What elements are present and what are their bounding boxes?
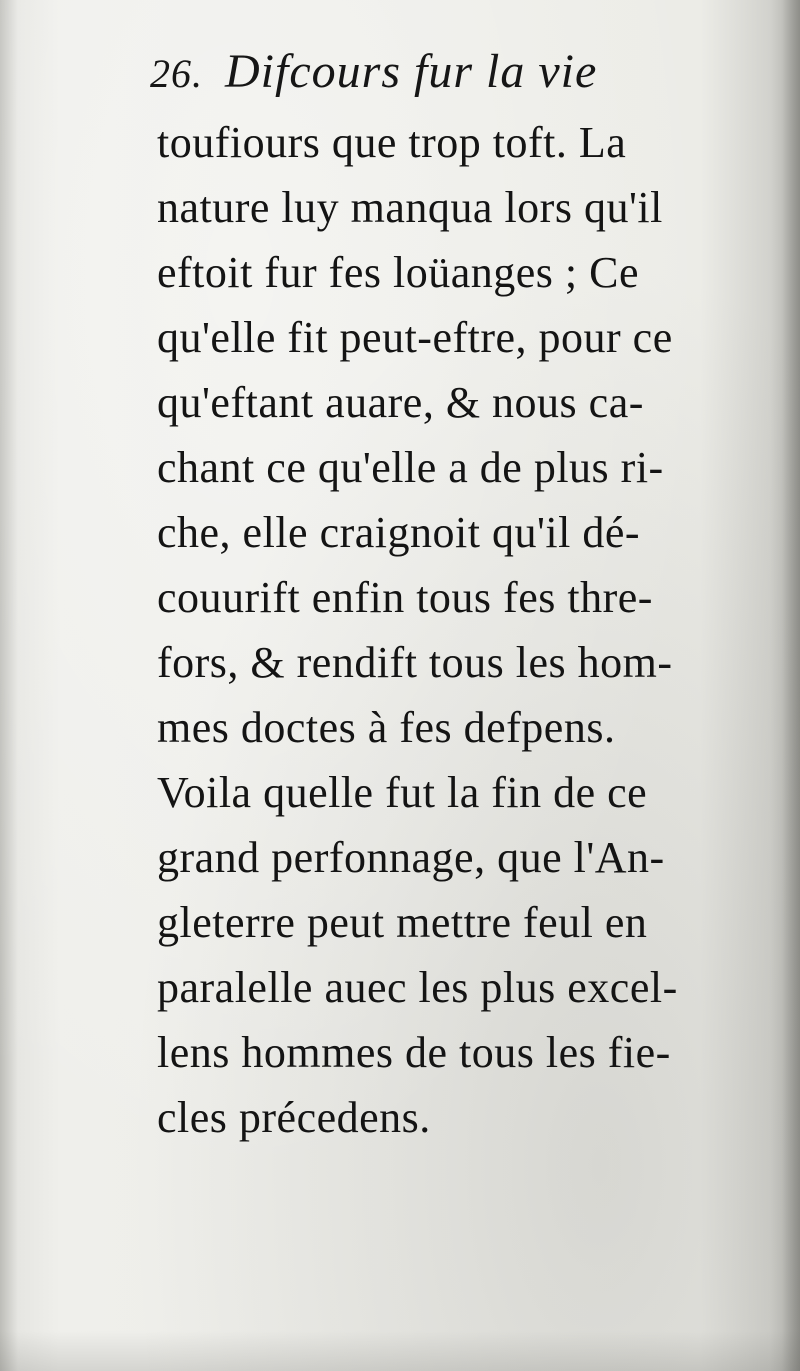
text-line: qu'eftant auare, & nous ca- (157, 378, 644, 427)
text-line: che, elle craignoit qu'il dé- (157, 508, 641, 557)
text-line: gleterre peut mettre feul en (157, 898, 648, 947)
text-line: paralelle auec les plus excel- (157, 963, 678, 1012)
text-line: eftoit fur fes loüanges ; Ce (157, 248, 639, 297)
text-line: grand perfonnage, que l'An- (157, 833, 665, 882)
text-line: nature luy manqua lors qu'il (157, 183, 663, 232)
page-edge-shadow (782, 0, 800, 1371)
text-line: lens hommes de tous les fie- (157, 1028, 671, 1077)
text-line: chant ce qu'elle a de plus ri- (157, 443, 664, 492)
text-line: cles précedens. (157, 1093, 431, 1142)
text-line: toufiours que trop toft. La (157, 118, 627, 167)
body-text (157, 110, 757, 1150)
text-line: couurift enfin tous fes thre- (157, 573, 653, 622)
page-bottom-shadow (0, 1331, 800, 1371)
text-line: fors, & rendift tous les hom- (157, 638, 673, 687)
page-header (150, 44, 750, 114)
running-title: Difcours fur la vie (225, 45, 598, 98)
text-line: mes doctes à fes defpens. (157, 703, 616, 752)
text-line: Voila quelle fut la fin de ce (157, 768, 648, 817)
text-line: qu'elle fit peut-eftre, pour ce (157, 313, 673, 362)
page-number: 26. (150, 51, 203, 96)
